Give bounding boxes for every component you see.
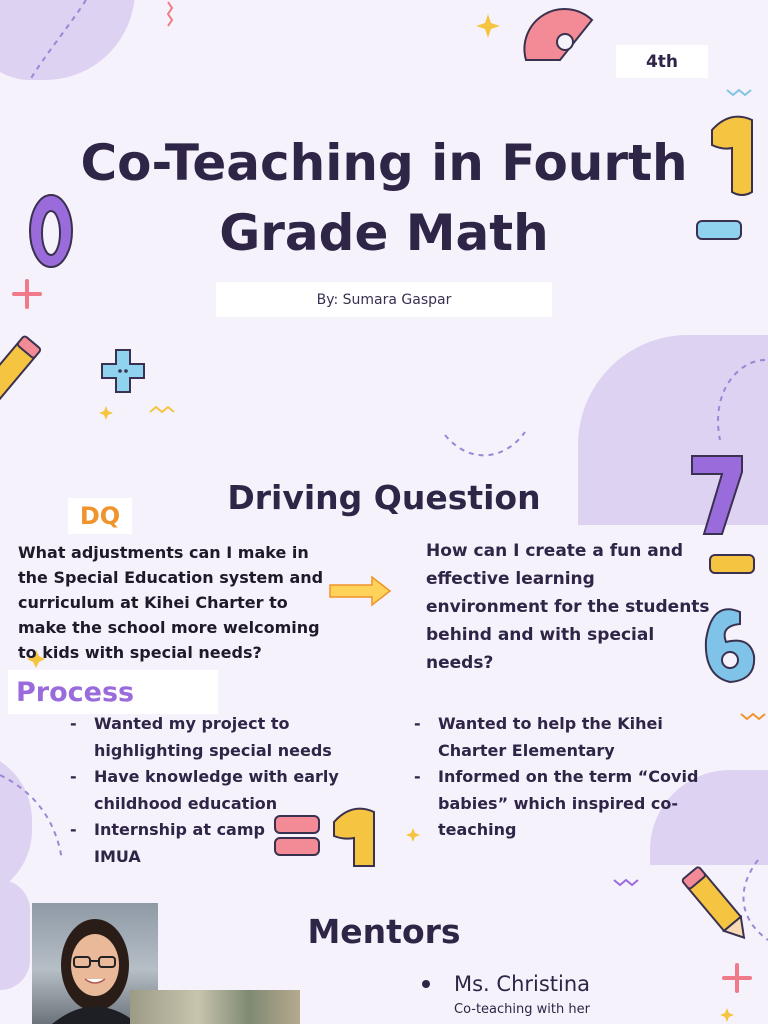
list-item: - Wanted to help the Kihei Charter Elementary — [412, 711, 668, 764]
dq-tag: DQ — [68, 498, 132, 534]
page-title — [40, 128, 728, 268]
bullet-icon — [422, 980, 430, 988]
arrow-right-icon — [328, 574, 394, 608]
list-item: - Wanted my project to highlighting special needs — [68, 711, 340, 764]
mentor-item — [418, 972, 718, 996]
driving-question-right-text: How can I create a fun and effective learning environment for the students behind and with special needs? — [426, 541, 710, 673]
mentor-note: Co-teaching with her — [454, 1002, 590, 1017]
title-line-1: Co-Teaching in Fourth — [80, 134, 688, 192]
mentor-photo-2 — [130, 990, 300, 1024]
process-right-list — [412, 711, 702, 844]
grade-tag: 4th — [616, 45, 708, 78]
byline: By: Sumara Gaspar — [216, 282, 552, 317]
process-left-list — [68, 711, 340, 870]
mentor-name: Ms. Christina — [454, 972, 591, 996]
title-line-2: Grade Math — [219, 204, 549, 262]
driving-question-heading: Driving Question — [227, 478, 541, 517]
mentor-list — [418, 972, 718, 1017]
process-heading: Process — [8, 670, 218, 714]
list-item: - Informed on the term “Covid babies” which inspired co-teaching — [412, 764, 704, 844]
mentors-heading: Mentors — [307, 912, 461, 951]
driving-question-left-text: What adjustments can I make in the Special Education system and curriculum at Kihei Charter to make the school more welcoming to kids with special needs? — [18, 543, 324, 662]
list-item: - Have knowledge with early childhood education — [68, 764, 340, 817]
list-item: - Internship at camp IMUA — [68, 817, 274, 870]
